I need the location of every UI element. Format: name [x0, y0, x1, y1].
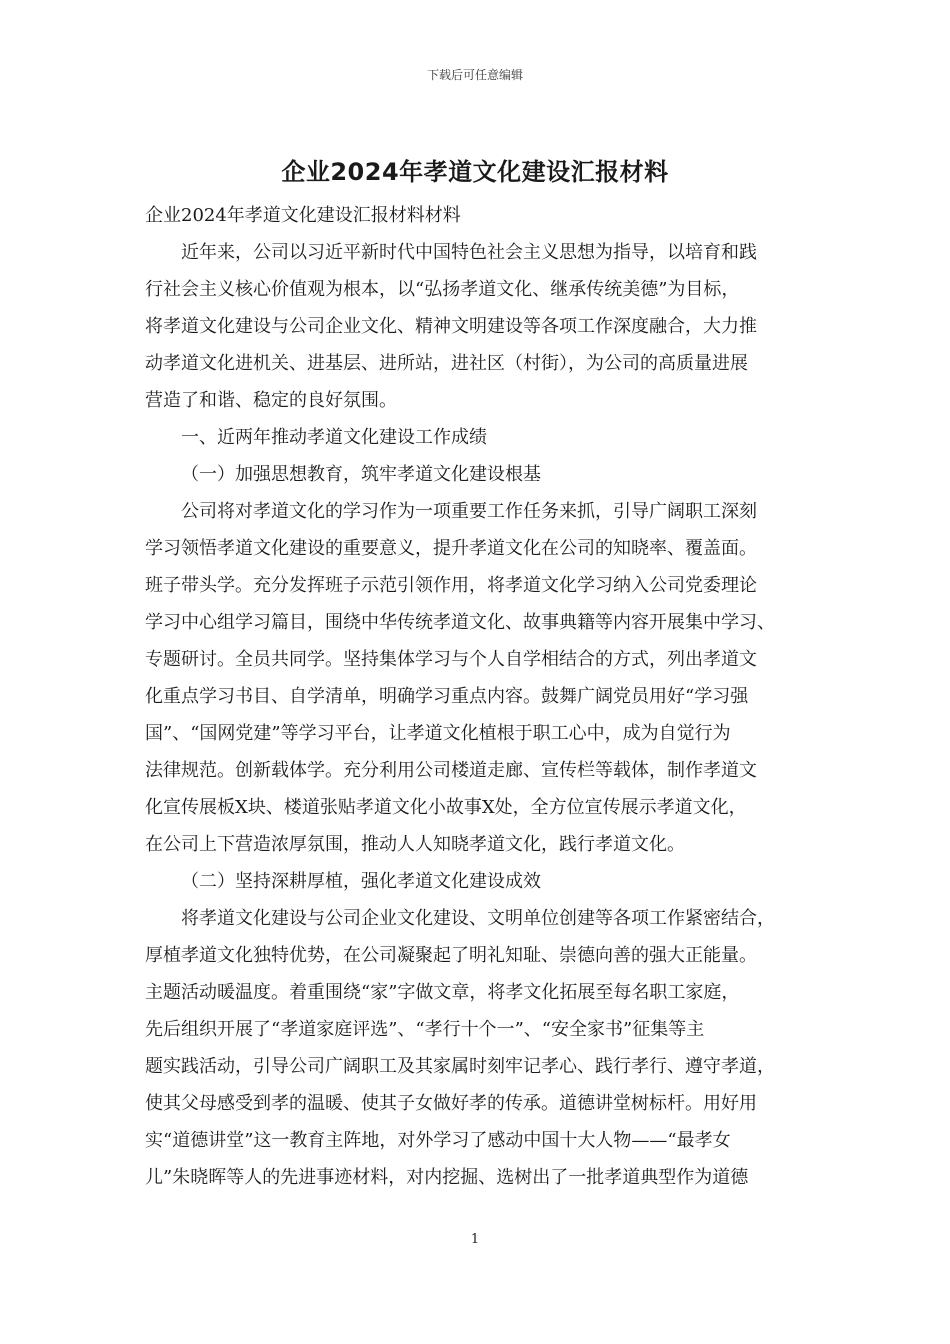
text-line: 近年来，公司以习近平新时代中国特色社会主义思想为指导，以培育和践 [181, 242, 757, 263]
text-line: 实“道德讲堂”这一教育主阵地，对外学习了感动中国十大人物——“最孝女 [145, 1130, 731, 1151]
text-line: 法律规范。创新载体学。充分利用公司楼道走廊、宣传栏等载体，制作孝道文 [145, 760, 757, 781]
text-line: 学习领悟孝道文化建设的重要意义，提升孝道文化在公司的知晓率、覆盖面。 [145, 538, 757, 559]
text-line: 主题活动暖温度。着重围绕“家”字做文章，将孝文化拓展至每名职工家庭， [145, 982, 740, 1003]
text-line: 使其父母感受到孝的温暖、使其子女做好孝的传承。道德讲堂树标杆。用好用 [145, 1093, 757, 1114]
text-line: 国”、“国网党建”等学习平台，让孝道文化植根于职工心中，成为自觉行为 [145, 723, 731, 744]
text-line: 在公司上下营造浓厚氛围，推动人人知晓孝道文化，践行孝道文化。 [145, 834, 685, 855]
header-note: 下载后可任意编辑 [426, 68, 523, 82]
text-line: 一、近两年推动孝道文化建设工作成绩 [181, 427, 487, 448]
text-line: 将孝道文化建设与公司企业文化建设、文明单位创建等各项工作紧密结合， [181, 908, 775, 929]
text-line: 专题研讨。全员共同学。坚持集体学习与个人自学相结合的方式，列出孝道文 [145, 649, 757, 670]
text-line: 行社会主义核心价值观为根本，以“弘扬孝道文化、继承传统美德”为目标， [145, 279, 740, 300]
text-line: 班子带头学。充分发挥班子示范引领作用，将孝道文化学习纳入公司党委理论 [145, 575, 757, 596]
text-line: 先后组织开展了“孝道家庭评选”、“孝行十个一”、“安全家书”征集等主 [145, 1019, 705, 1040]
text-line: （一）加强思想教育，筑牢孝道文化建设根基 [181, 464, 541, 485]
text-line: 学习中心组学习篇目，围绕中华传统孝道文化、故事典籍等内容开展集中学习、 [145, 612, 775, 633]
document-body [145, 197, 825, 1196]
text-line: 化宣传展板X块、楼道张贴孝道文化小故事X处，全方位宣传展示孝道文化， [145, 797, 747, 818]
text-line: 动孝道文化进机关、进基层、进所站，进社区（村街），为公司的高质量进展 [145, 353, 748, 374]
text-line: 厚植孝道文化独特优势，在公司凝聚起了明礼知耻、崇德向善的强大正能量。 [145, 945, 757, 966]
text-line: 化重点学习书目、自学清单，明确学习重点内容。鼓舞广阔党员用好“学习强 [145, 686, 749, 707]
document-title: 企业2024年孝道文化建设汇报材料 [281, 158, 669, 186]
text-line: 将孝道文化建设与公司企业文化、精神文明建设等各项工作深度融合，大力推 [145, 316, 757, 337]
text-line: 营造了和谐、稳定的良好氛围。 [145, 390, 397, 411]
text-line: 儿”朱晓晖等人的先进事迹材料，对内挖掘、选树出了一批孝道典型作为道德 [145, 1167, 749, 1188]
text-line: 题实践活动，引导公司广阔职工及其家属时刻牢记孝心、践行孝行、遵守孝道， [145, 1056, 775, 1077]
text-line: 公司将对孝道文化的学习作为一项重要工作任务来抓，引导广阔职工深刻 [181, 501, 757, 522]
text-line: 企业2024年孝道文化建设汇报材料材料 [145, 205, 461, 226]
text-line: （二）坚持深耕厚植，强化孝道文化建设成效 [181, 871, 541, 892]
page-number: 1 [470, 1232, 480, 1247]
